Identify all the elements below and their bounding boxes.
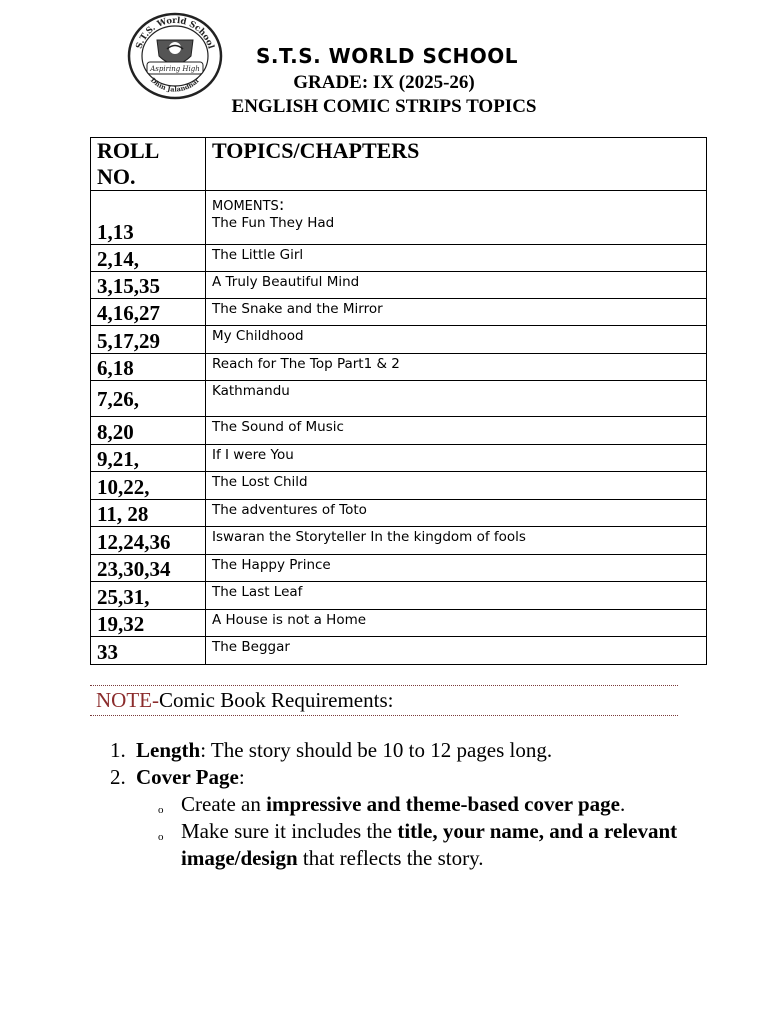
roll-cell: 8,20 (91, 417, 206, 445)
topic-cell: A House is not a Home (206, 610, 707, 637)
table-row (91, 417, 707, 445)
topic-cell: Kathmandu (206, 381, 707, 417)
note-heading (96, 688, 393, 713)
list-number: 1. (110, 738, 126, 762)
bullet-icon: o (158, 831, 164, 843)
table-row (91, 500, 707, 527)
length-label: Length (136, 738, 201, 762)
list-item (110, 764, 710, 791)
list-item (110, 737, 710, 764)
note-prefix: NOTE- (96, 688, 159, 712)
topic-cell: The Beggar (206, 637, 707, 665)
logo-motto: Aspiring High (150, 65, 200, 73)
col-header-roll: ROLL NO. (91, 138, 206, 191)
roll-cell: 4,16,27 (91, 299, 206, 326)
sub2-text: Make sure it includes the (181, 819, 398, 843)
sub-list-item (110, 791, 710, 818)
topic-cell: The adventures of Toto (206, 500, 707, 527)
topic-cell: The Little Girl (206, 245, 707, 272)
sub1-bold: impressive and theme-based cover page (266, 792, 620, 816)
topic-cell: Iswaran the Storyteller In the kingdom of fools (206, 527, 707, 555)
section-colon: : (278, 195, 285, 215)
school-name: S.T.S. WORLD SCHOOL (256, 44, 519, 68)
topic-cell: The Happy Prince (206, 555, 707, 582)
roll-cell: 3,15,35 (91, 272, 206, 299)
roll-cell: 2,14, (91, 245, 206, 272)
roll-cell: 25,31, (91, 582, 206, 610)
table-row (91, 191, 707, 245)
sub2-bold: title, your name, and a relevant image/design (181, 819, 678, 870)
logo-text-bottom: Dhin Jalandhar (148, 76, 202, 94)
roll-cell: 6,18 (91, 354, 206, 381)
table-row (91, 445, 707, 472)
topic-cell: A Truly Beautiful Mind (206, 272, 707, 299)
roll-cell: 9,21, (91, 445, 206, 472)
roll-cell: 19,32 (91, 610, 206, 637)
topic-cell: Reach for The Top Part1 & 2 (206, 354, 707, 381)
roll-cell: 12,24,36 (91, 527, 206, 555)
table-row (91, 245, 707, 272)
page-title: ENGLISH COMIC STRIPS TOPICS (231, 96, 537, 117)
roll-cell: 7,26, (91, 381, 206, 417)
grade-heading: GRADE: IX (2025-26) (293, 72, 475, 93)
table-header-row (91, 138, 707, 191)
sub2-end: that reflects the story. (297, 846, 484, 870)
sub-list-item (110, 818, 710, 872)
cover-page-label: Cover Page (136, 765, 239, 789)
table-row (91, 610, 707, 637)
topic-cell: The Sound of Music (206, 417, 707, 445)
table-row (91, 381, 707, 417)
requirements-list (110, 737, 710, 872)
topic-cell: If I were You (206, 445, 707, 472)
divider-bottom (90, 715, 678, 716)
sub1-end: . (620, 792, 626, 816)
roll-cell: 33 (91, 637, 206, 665)
list-number: 2. (110, 765, 126, 789)
col-header-topics: TOPICS/CHAPTERS (206, 138, 707, 191)
table-row (91, 527, 707, 555)
table-row (91, 272, 707, 299)
roll-cell: 1,13 (91, 191, 206, 245)
roll-cell: 5,17,29 (91, 326, 206, 354)
topic-cell: The Snake and the Mirror (206, 299, 707, 326)
table-row (91, 637, 707, 665)
bullet-icon: o (158, 804, 164, 816)
roll-cell: 11, 28 (91, 500, 206, 527)
length-text: : The story should be 10 to 12 pages long. (200, 738, 553, 762)
topic-cell: The Lost Child (206, 472, 707, 500)
sub1-text: Create an (181, 792, 267, 816)
table-row (91, 326, 707, 354)
table-row (91, 582, 707, 610)
logo-text-top: S.T.S. World School (134, 15, 216, 51)
note-title: Comic Book Requirements: (158, 688, 394, 712)
topic-cell: The Fun They Had (212, 215, 335, 231)
table-row (91, 472, 707, 500)
cover-page-colon: : (238, 765, 245, 789)
topic-cell: My Childhood (206, 326, 707, 354)
table-row (91, 354, 707, 381)
divider-top (90, 685, 678, 686)
section-label-moments: MOMENTS (212, 199, 279, 214)
topics-table (90, 137, 707, 665)
table-row (91, 555, 707, 582)
roll-cell: 10,22, (91, 472, 206, 500)
roll-cell: 23,30,34 (91, 555, 206, 582)
topic-cell: The Last Leaf (206, 582, 707, 610)
table-row (91, 299, 707, 326)
